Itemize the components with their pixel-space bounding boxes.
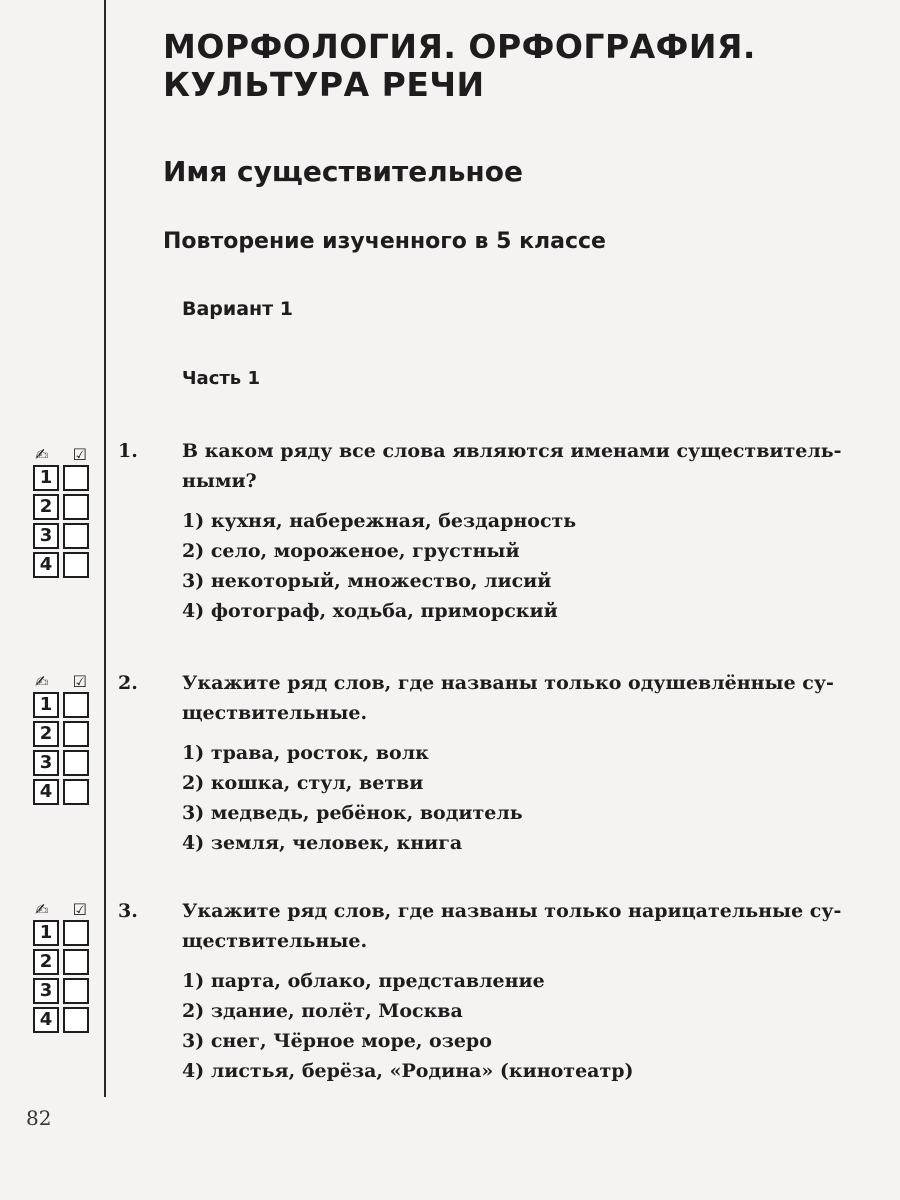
- answer-box: [33, 672, 89, 808]
- option: 2) здание, полёт, Москва: [182, 1000, 463, 1022]
- answer-cell[interactable]: [63, 465, 89, 491]
- option: 3) некоторый, множество, лисий: [182, 570, 552, 592]
- options-list: [182, 506, 888, 626]
- option: 1) трава, росток, волк: [182, 742, 429, 764]
- option: 4) земля, человек, книга: [182, 832, 463, 854]
- answer-label: 4: [33, 552, 59, 578]
- option: 2) кошка, стул, ветви: [182, 772, 424, 794]
- answer-cell[interactable]: [63, 692, 89, 718]
- option: 1) парта, облако, представление: [182, 970, 545, 992]
- question: [118, 668, 888, 858]
- answer-cell[interactable]: [63, 523, 89, 549]
- answer-cell[interactable]: [63, 1007, 89, 1033]
- option: 4) фотограф, ходьба, приморский: [182, 600, 558, 622]
- checkbox-icon: ☑: [72, 900, 87, 919]
- answer-cell[interactable]: [63, 949, 89, 975]
- checkbox-icon: ☑: [72, 672, 87, 691]
- answer-cell[interactable]: [63, 779, 89, 805]
- question-text: Укажите ряд слов, где названы только одушевлённые су-ществительные.: [182, 672, 834, 724]
- answer-cell[interactable]: [63, 552, 89, 578]
- option: 3) снег, Чёрное море, озеро: [182, 1030, 492, 1052]
- chapter-title-line1: МОРФОЛОГИЯ. ОРФОГРАФИЯ.: [163, 27, 756, 66]
- question-text: Укажите ряд слов, где названы только нарицательные су-ществительные.: [182, 900, 842, 952]
- answer-label: 4: [33, 1007, 59, 1033]
- pen-icon: ✍: [35, 900, 49, 919]
- chapter-title: [163, 28, 756, 104]
- subsection-title: Повторение изученного в 5 классе: [163, 229, 606, 254]
- pen-icon: ✍: [35, 672, 49, 691]
- options-list: [182, 966, 888, 1086]
- answer-label: 3: [33, 750, 59, 776]
- option: 4) листья, берёза, «Родина» (кинотеатр): [182, 1060, 634, 1082]
- options-list: [182, 738, 888, 858]
- question: [118, 896, 888, 1086]
- question-number: 1.: [118, 440, 138, 462]
- answer-label: 1: [33, 465, 59, 491]
- question-number: 2.: [118, 672, 138, 694]
- answer-label: 2: [33, 949, 59, 975]
- answer-label: 2: [33, 721, 59, 747]
- answer-label: 4: [33, 779, 59, 805]
- answer-label: 2: [33, 494, 59, 520]
- question-number: 3.: [118, 900, 138, 922]
- answer-box: [33, 445, 89, 581]
- part-heading: Часть 1: [182, 368, 260, 389]
- chapter-title-line2: КУЛЬТУРА РЕЧИ: [163, 65, 485, 104]
- answer-cell[interactable]: [63, 920, 89, 946]
- answer-cell[interactable]: [63, 721, 89, 747]
- answer-box: [33, 900, 89, 1036]
- option: 2) село, мороженое, грустный: [182, 540, 520, 562]
- checkbox-icon: ☑: [72, 445, 87, 464]
- answer-cell[interactable]: [63, 978, 89, 1004]
- pen-icon: ✍: [35, 445, 49, 464]
- margin-rule: [104, 0, 106, 1097]
- answer-label: 3: [33, 523, 59, 549]
- answer-label: 3: [33, 978, 59, 1004]
- question-text: В каком ряду все слова являются именами существитель-ными?: [182, 440, 842, 492]
- question: [118, 436, 888, 626]
- page-number: 82: [26, 1106, 52, 1130]
- answer-label: 1: [33, 920, 59, 946]
- option: 3) медведь, ребёнок, водитель: [182, 802, 523, 824]
- section-title: Имя существительное: [163, 155, 524, 188]
- answer-cell[interactable]: [63, 494, 89, 520]
- option: 1) кухня, набережная, бездарность: [182, 510, 577, 532]
- answer-cell[interactable]: [63, 750, 89, 776]
- variant-heading: Вариант 1: [182, 298, 294, 320]
- answer-label: 1: [33, 692, 59, 718]
